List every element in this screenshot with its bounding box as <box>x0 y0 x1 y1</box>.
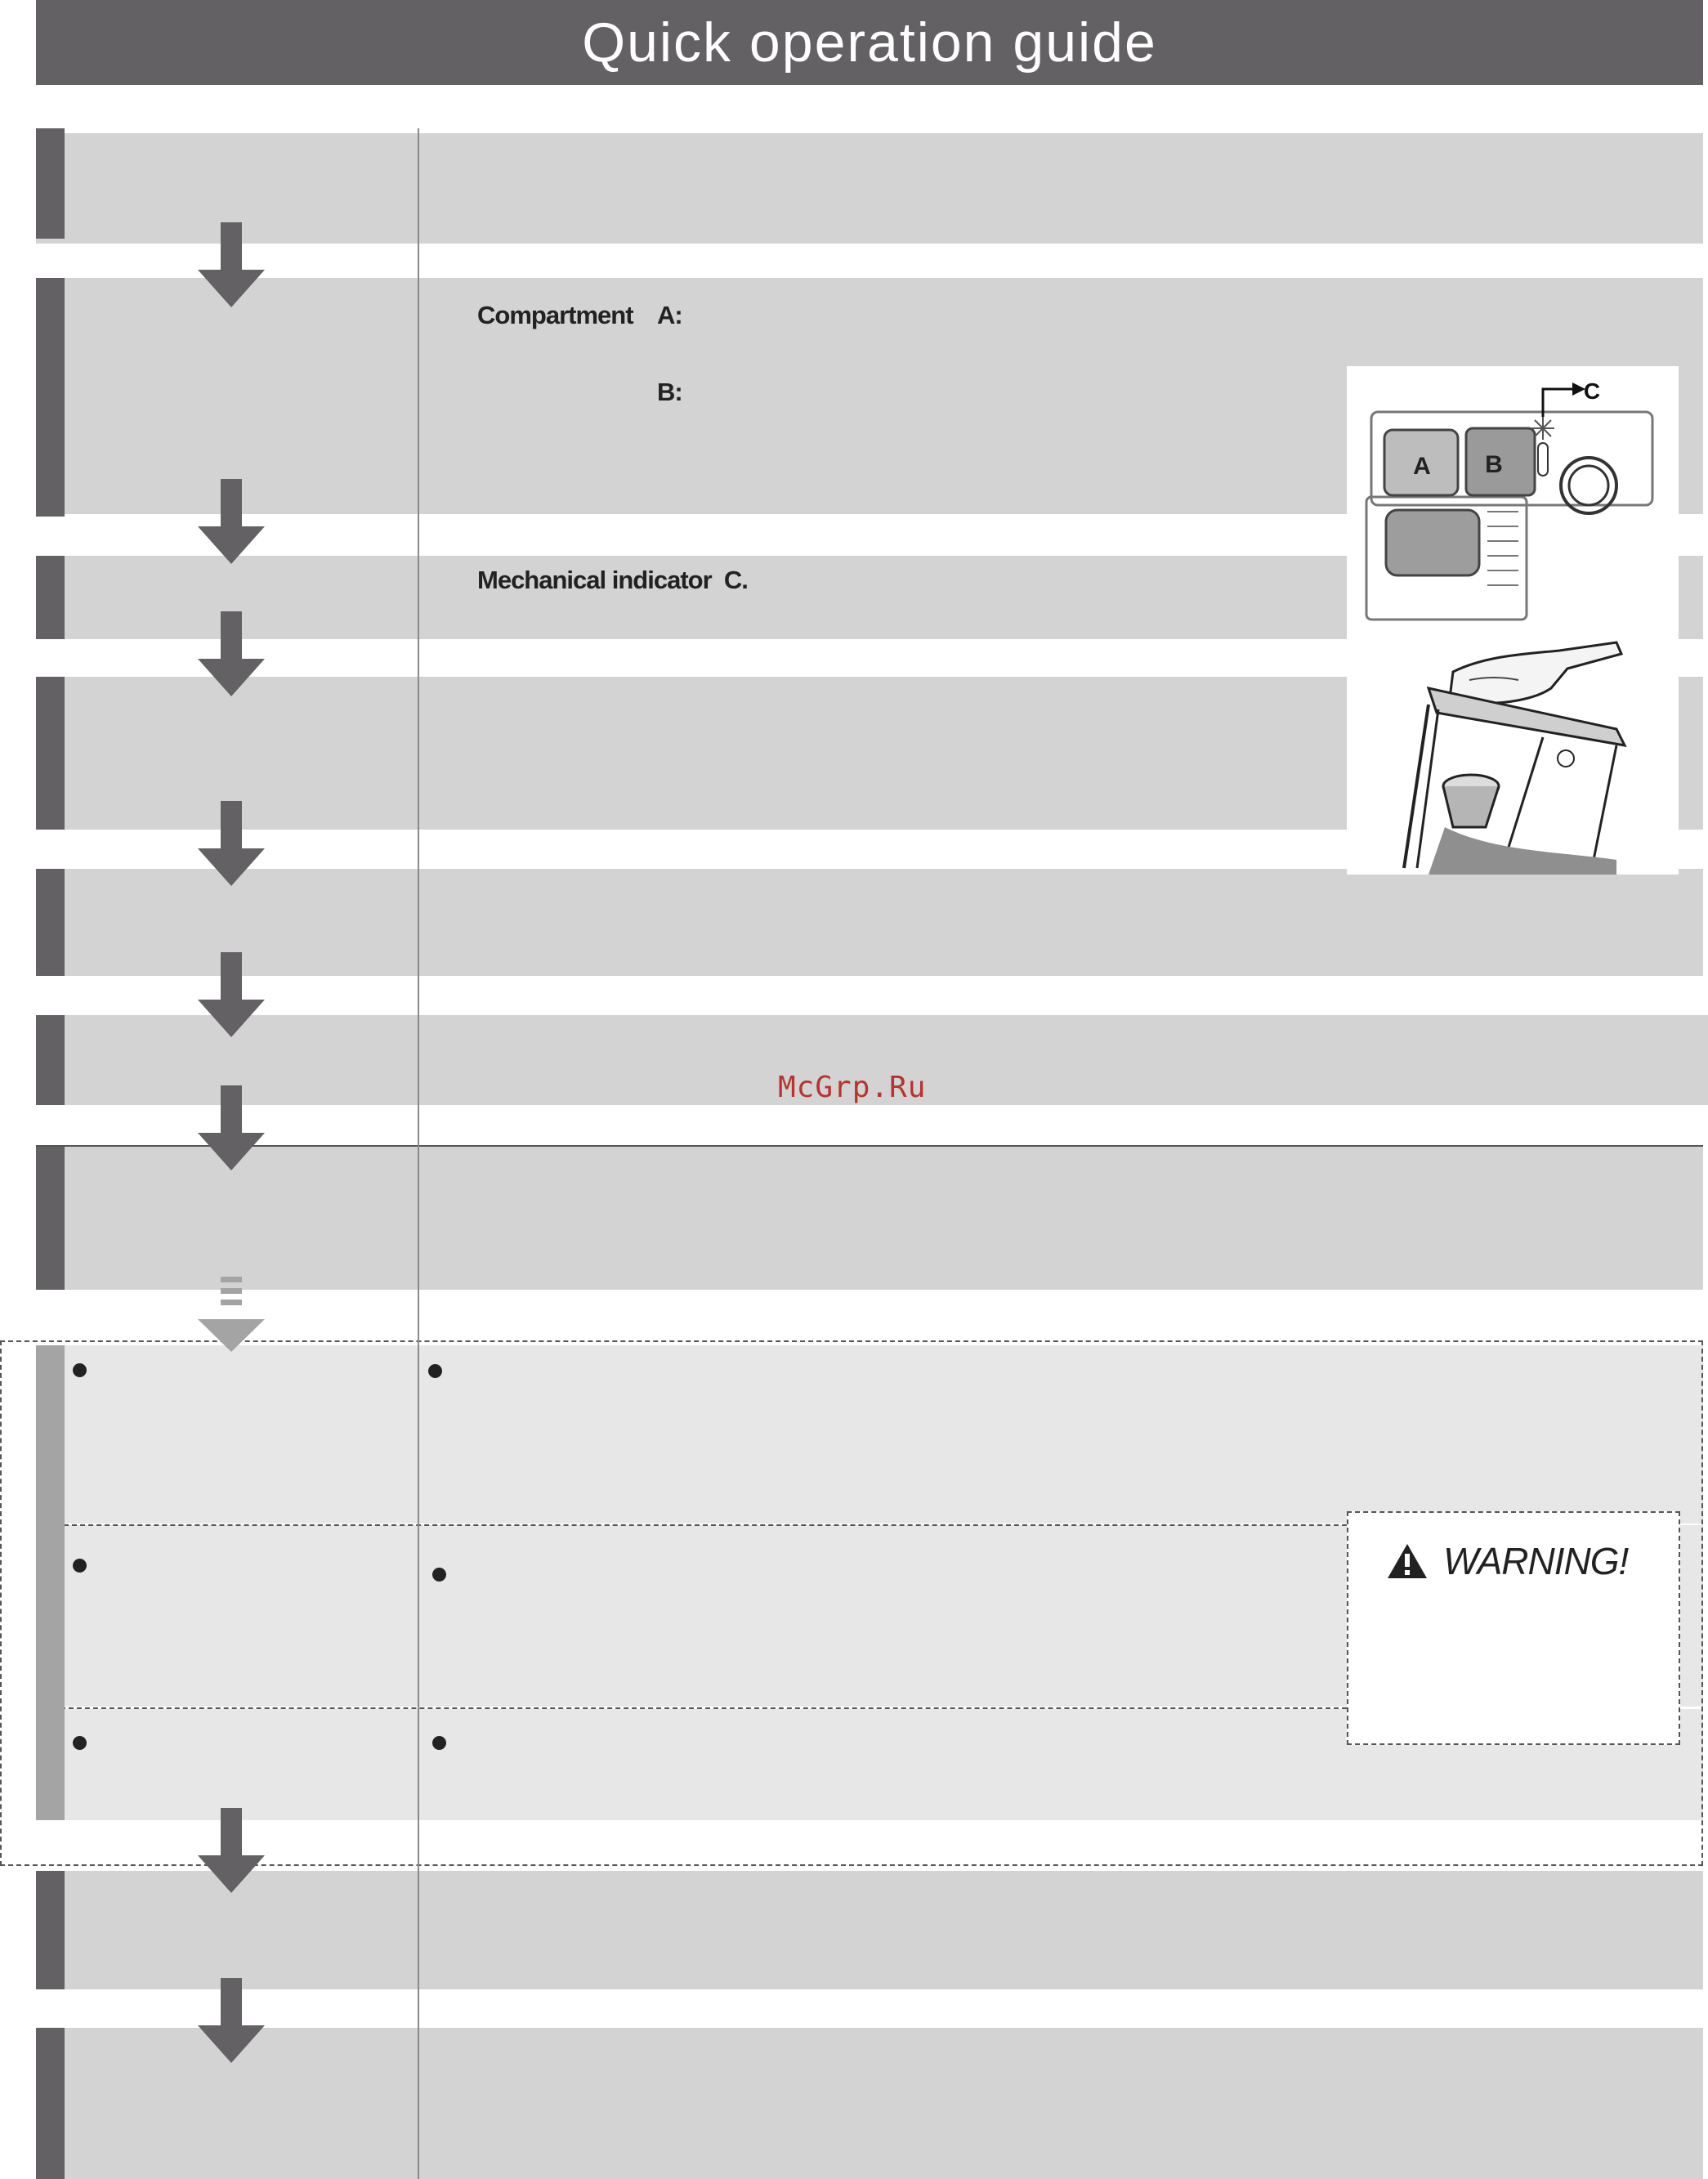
down-arrow-icon <box>198 1978 265 2063</box>
figure-label-c: C <box>1583 378 1601 404</box>
figure-label-b: B <box>1485 451 1503 478</box>
bullet <box>73 1559 87 1573</box>
step-row-5 <box>36 869 1703 976</box>
bullet <box>432 1568 446 1582</box>
mechanical-indicator-label: Mechanical indicator C. <box>477 566 748 594</box>
step-row-8 <box>36 1871 1703 1989</box>
down-arrow-icon <box>198 611 265 696</box>
warning-triangle-icon <box>1386 1542 1429 1580</box>
bullet <box>73 1363 87 1377</box>
down-arrow-icon <box>198 952 265 1037</box>
step-tab-8 <box>36 1871 65 1989</box>
step-tab-2 <box>36 278 65 517</box>
option-tab <box>36 1345 65 1820</box>
down-arrow-icon <box>198 479 265 564</box>
figure-label-a: A <box>1413 453 1431 480</box>
down-arrow-icon <box>198 801 265 886</box>
dashed-down-arrow-icon <box>198 1277 265 1353</box>
down-arrow-icon <box>198 222 265 307</box>
bullet <box>73 1736 87 1750</box>
warning-title: WARNING! <box>1443 1540 1629 1582</box>
step-tab-4 <box>36 677 65 830</box>
compartment-b-label: B: <box>657 378 682 406</box>
page-title: Quick operation guide <box>582 11 1157 74</box>
watermark-text: McGrp.Ru <box>778 1071 927 1104</box>
down-arrow-icon <box>198 1085 265 1170</box>
step-row-9 <box>36 2028 1703 2179</box>
bullet <box>428 1364 442 1378</box>
option-separator-1 <box>64 1524 1347 1526</box>
warning-box <box>1347 1511 1680 1745</box>
option-separator-2 <box>36 1707 1347 1709</box>
dispenser-figure <box>1347 366 1679 631</box>
step-tab-9 <box>36 2028 65 2179</box>
warning-heading <box>1386 1539 1628 1583</box>
page-title-bar <box>36 0 1703 85</box>
step-tab-5 <box>36 869 65 976</box>
step-tab-1 <box>36 128 65 239</box>
hand-closing-dispenser-figure <box>1347 631 1679 875</box>
compartment-label: Compartment <box>477 301 633 329</box>
compartment-a-label: A: <box>657 301 682 329</box>
step-row-7 <box>36 1147 1703 1290</box>
step-tab-7 <box>36 1147 65 1290</box>
step-tab-3 <box>36 556 65 639</box>
step-row-1 <box>36 133 1703 244</box>
column-divider <box>418 128 419 2179</box>
step-tab-6 <box>36 1015 65 1105</box>
mechanical-indicator-key: C. <box>723 566 748 594</box>
down-arrow-icon <box>198 1808 265 1893</box>
bullet <box>432 1736 446 1750</box>
